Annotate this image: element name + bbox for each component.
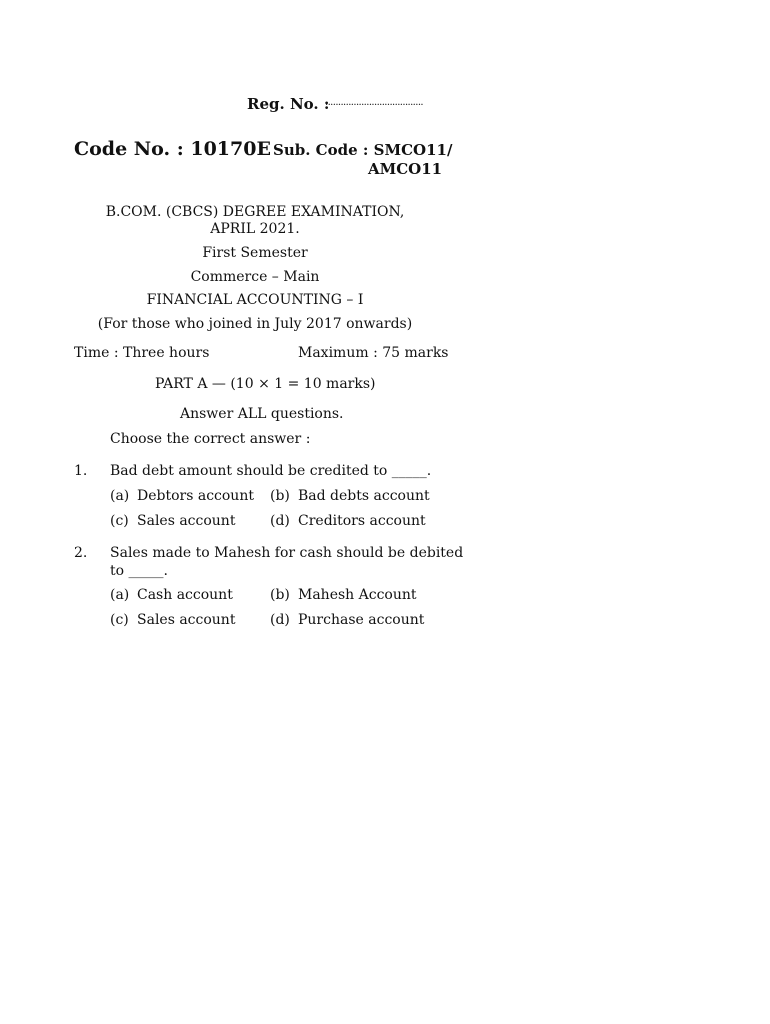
option-label: (b) [270, 488, 290, 504]
exam-title-line2: APRIL 2021. [210, 221, 300, 237]
reg-no-label: Reg. No. : [247, 95, 330, 113]
option-label: (d) [270, 612, 290, 628]
option-text: Debtors account [137, 488, 254, 504]
sub-code-line1: Sub. Code : SMCO11/ [273, 141, 453, 159]
question-text: Sales made to Mahesh for cash should be debited [110, 545, 464, 561]
question-text-continued: to _____. [110, 563, 168, 579]
batch-note: (For those who joined in July 2017 onwards) [97, 316, 413, 332]
question-number: 1. [74, 463, 88, 479]
maximum-marks: Maximum : 75 marks [298, 345, 449, 361]
subject-title: FINANCIAL ACCOUNTING – I [146, 292, 364, 308]
option-label: (d) [270, 513, 290, 529]
option-text: Cash account [137, 587, 233, 603]
stream: Commerce – Main [190, 269, 320, 285]
option-text: Creditors account [298, 513, 426, 529]
option-label: (a) [110, 587, 130, 603]
choose-instruction: Choose the correct answer : [110, 431, 311, 447]
part-a-heading: PART A — (10 × 1 = 10 marks) [155, 376, 376, 392]
time-allowed: Time : Three hours [74, 345, 210, 361]
exam-title-line1: B.COM. (CBCS) DEGREE EXAMINATION, [105, 204, 405, 220]
option-label: (b) [270, 587, 290, 603]
option-text: Mahesh Account [298, 587, 417, 603]
question-number: 2. [74, 545, 88, 561]
option-label: (c) [110, 612, 129, 628]
semester: First Semester [202, 245, 308, 261]
option-text: Bad debts account [298, 488, 430, 504]
option-text: Purchase account [298, 612, 425, 628]
question-text: Bad debt amount should be credited to _____. [110, 463, 432, 479]
option-label: (a) [110, 488, 130, 504]
option-text: Sales account [137, 513, 236, 529]
sub-code-line2: AMCO11 [368, 160, 443, 178]
code-no: Code No. : 10170E [74, 138, 271, 160]
reg-no-field: ...................................... [325, 97, 423, 108]
part-a-instruction: Answer ALL questions. [180, 406, 344, 422]
option-label: (c) [110, 513, 129, 529]
option-text: Sales account [137, 612, 236, 628]
